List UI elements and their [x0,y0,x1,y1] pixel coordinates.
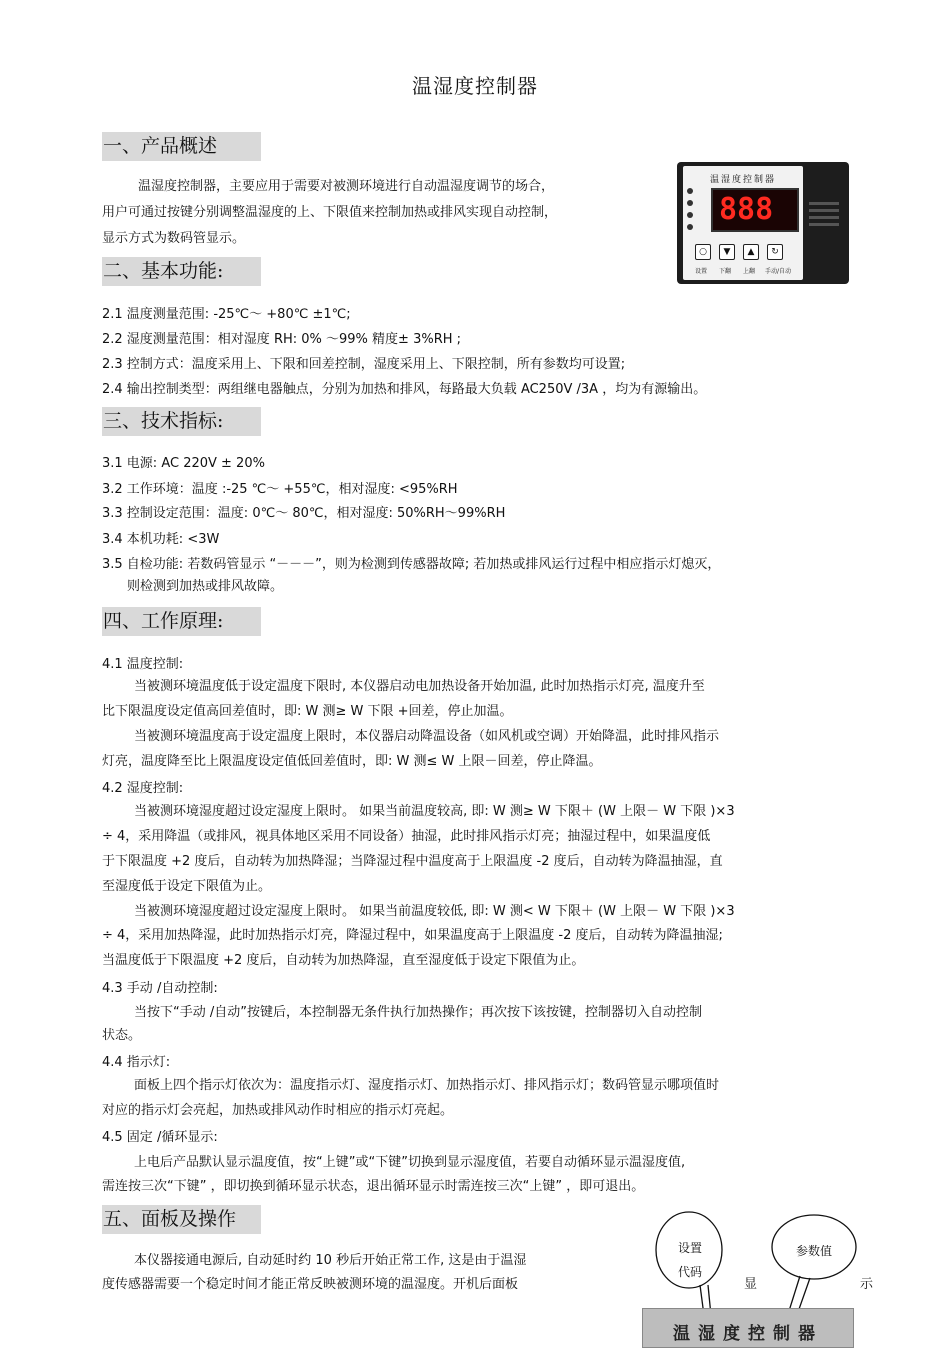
principle-line-20: 4.5 固定 /循环显示: [102,1130,218,1145]
panel-ops-line-1: 本仪器接通电源后, 自动延时约 10 秒后开始正常工作, 这是由于温湿 [134,1253,527,1268]
spec-line-5: 3.5 自检功能: 若数码管显示 “－－－”，则为检测到传感器故障; 若加热或排风运行过程中相应指示灯熄灭， [102,557,721,572]
principle-line-11: 当被测环境湿度超过设定湿度上限时。 如果当前温度较低, 即: W 测< W 下限＋ (W 上限－ W 下限 )×3 [134,904,735,919]
indicator-lights [687,188,693,236]
up-button-icon: ▲ [743,244,759,260]
principle-line-6: 4.2 湿度控制: [102,781,184,796]
principle-line-3: 比下限温度设定值高回差值时，即: W 测≥ W 下限 +回差，停止加温。 [102,704,513,719]
principle-line-10: 至湿度低于设定下限值为止。 [102,879,272,894]
panel-ops-tail-2: 示 [860,1277,874,1292]
principle-line-18: 面板上四个指示灯依次为：温度指示灯、湿度指示灯、加热指示灯、排风指示灯；数码管显示哪项值时 [134,1078,720,1093]
principle-line-1: 4.1 温度控制: [102,657,184,672]
manual-auto-button-icon: ↻ [767,244,783,260]
principle-line-7: 当被测环境湿度超过设定湿度上限时。 如果当前温度较高, 即: W 测≥ W 下限＋ (W 上限－ W 下限 )×3 [134,804,735,819]
document-title: 温湿度控制器 [412,74,538,98]
button-label-manual-auto: 手动/自动 [765,268,792,275]
device-face [683,166,803,280]
spec-line-2: 3.2 工作环境：温度 :-25 ℃～ +55℃，相对湿度: <95%RH [102,482,458,497]
principle-line-16: 状态。 [102,1028,142,1043]
section-heading-functions: 二、基本功能: [102,257,261,286]
device-face-title: 温湿度控制器 [709,175,776,185]
principle-line-8: ÷ 4，采用降温（或排风，视具体地区采用不同设备）抽湿，此时排风指示灯亮；抽湿过程中，如果温度低 [102,829,711,844]
section-heading-panel-ops: 五、面板及操作 [102,1205,261,1234]
set-button-icon: ○ [695,244,711,260]
panel-ops-line-2: 度传感器需要一个稳定时间才能正常反映被测环境的温湿度。开机后面板 [102,1277,519,1292]
principle-line-19: 对应的指示灯会亮起，加热或排风动作时相应的指示灯亮起。 [102,1103,454,1118]
principle-line-12: ÷ 4，采用加热降湿，此时加热指示灯亮，降湿过程中，如果温度高于上限温度 -2 度后，自动转为降温抽湿; [102,928,723,943]
principle-line-9: 于下限温度 +2 度后，自动转为加热降湿；当降湿过程中温度高于上限温度 -2 度后，自动转为降温抽湿，直 [102,854,723,869]
callout-parameter-value: 参数值 [795,1244,832,1258]
principle-line-21: 上电后产品默认显示温度值，按“上键”或“下键”切换到显示湿度值，若要自动循环显示温湿度值, [134,1155,686,1170]
down-button-icon: ▼ [719,244,735,260]
section-heading-specs: 三、技术指标: [102,407,261,436]
overview-line-2: 用户可通过按键分别调整温湿度的上、下限值来控制加热或排风实现自动控制， [102,205,558,220]
panel-ops-tail-1: 显 [744,1277,758,1292]
spec-line-1: 3.1 电源: AC 220V ± 20% [102,456,265,471]
digital-display [711,188,799,232]
principle-line-13: 当温度低于下限温度 +2 度后，自动转为加热降湿，直至湿度低于设定下限值为止。 [102,953,585,968]
panel-photo [642,1308,854,1348]
display-digits: 888 [719,192,774,227]
function-line-1: 2.1 温度测量范围: -25℃～ +80℃ ±1℃; [102,307,351,322]
overview-line-3: 显示方式为数码管显示。 [102,231,246,246]
overview-line-1: 温湿度控制器，主要应用于需要对被测环境进行自动温湿度调节的场合， [138,179,555,194]
principle-line-4: 当被测环境温度高于设定温度上限时，本仪器启动降温设备（如风机或空调）开始降温，此时排风指示 [134,729,720,744]
button-label-down: 下翻 [719,268,732,275]
principle-line-5: 灯亮，温度降至比上限温度设定值低回差值时，即: W 测≤ W 上限－回差，停止降温。 [102,754,602,769]
spec-line-6: 则检测到加热或排风故障。 [127,579,284,594]
principle-line-14: 4.3 手动 /自动控制: [102,981,218,996]
principle-line-2: 当被测环境温度低于设定温度下限时, 本仪器启动电加热设备开始加温, 此时加热指示灯亮, 温度升至 [134,679,705,694]
section-heading-overview: 一、产品概述 [102,132,261,161]
function-line-3: 2.3 控制方式：温度采用上、下限和回差控制，湿度采用上、下限控制，所有参数均可设置; [102,357,626,372]
product-photo [677,162,849,284]
spec-line-3: 3.3 控制设定范围：温度: 0℃～ 80℃，相对湿度: 50%RH～99%RH [102,506,506,521]
principle-line-22: 需连按三次“下键” ，即切换到循环显示状态，退出循环显示时需连按三次“上键” ，即可退出。 [102,1179,645,1194]
function-line-4: 2.4 输出控制类型：两组继电器触点，分别为加热和排风，每路最大负载 AC250V /3A ，均为有源输出。 [102,382,707,397]
button-label-set: 设置 [695,268,708,275]
principle-line-17: 4.4 指示灯: [102,1055,171,1070]
button-label-up: 上翻 [743,268,756,275]
panel-photo-title: 温湿度控制器 [673,1324,823,1344]
spec-line-4: 3.4 本机功耗: <3W [102,532,220,547]
principle-line-15: 当按下“手动 /自动”按键后，本控制器无条件执行加热操作；再次按下该按键，控制器切入自动控制 [134,1005,702,1020]
heat-sink-fins [809,202,839,230]
callout-setting-code-line-2: 代码 [677,1265,702,1279]
callout-setting-code-line-1: 设置 [677,1241,702,1255]
section-heading-principle: 四、工作原理: [102,607,261,636]
function-line-2: 2.2 湿度测量范围：相对湿度 RH: 0% ～99% 精度± 3%RH ; [102,332,462,347]
